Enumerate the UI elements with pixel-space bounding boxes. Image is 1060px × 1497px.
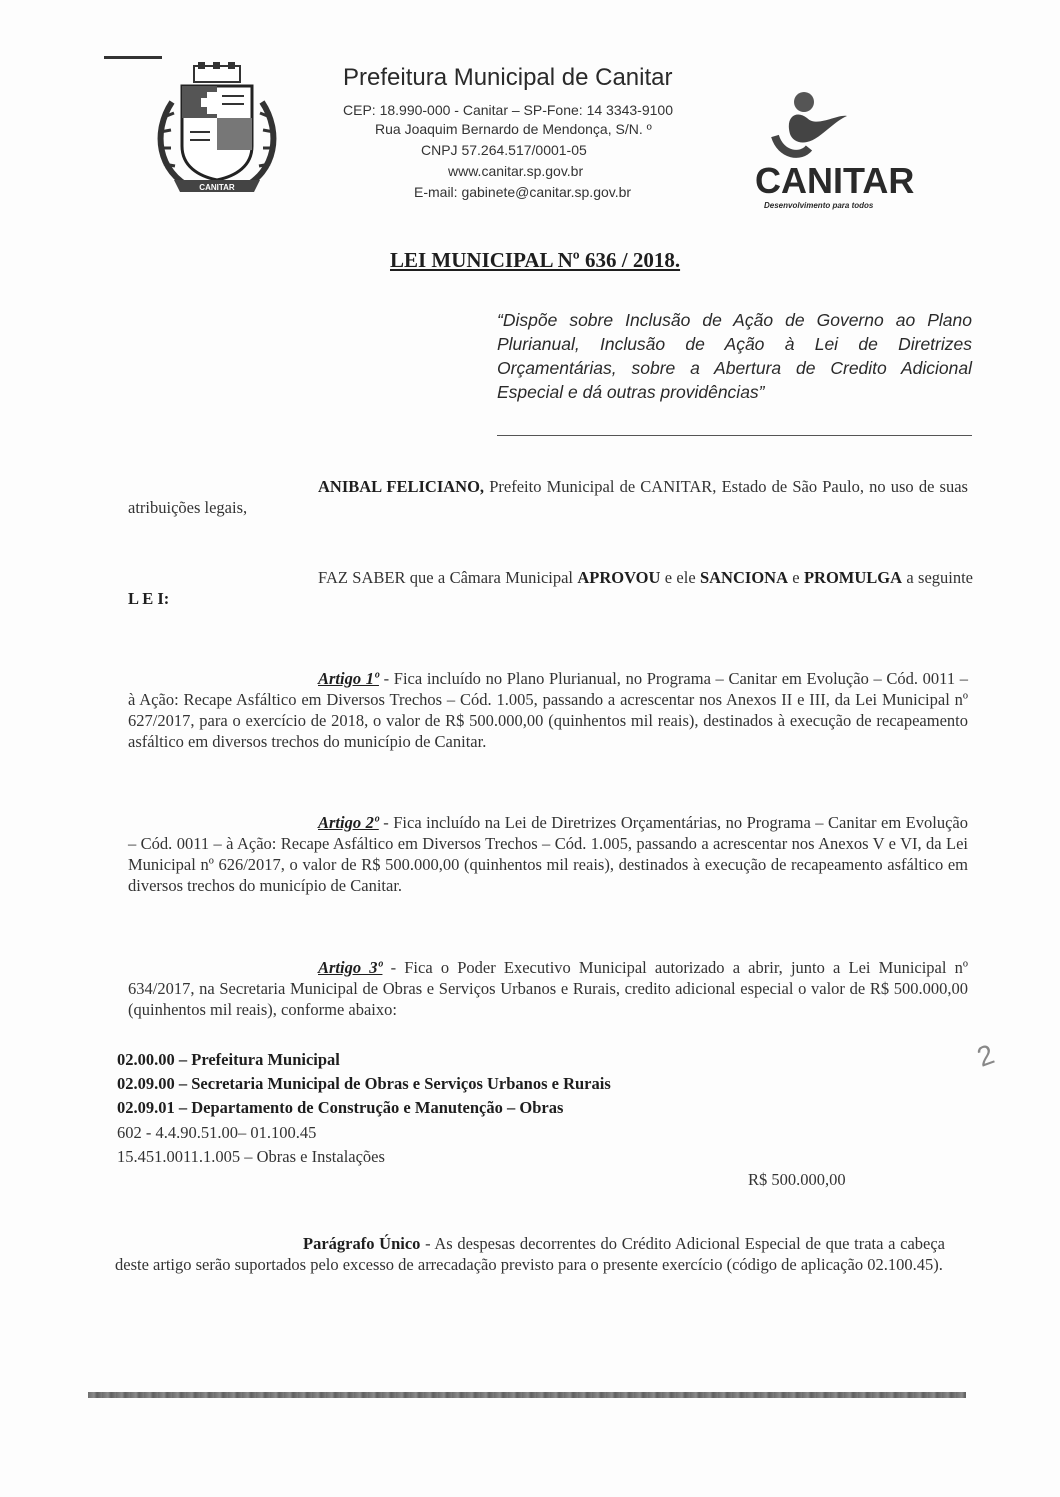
article-1-heading: Artigo 1º <box>318 669 379 688</box>
budget-line-1: 02.00.00 – Prefeitura Municipal <box>117 1050 340 1069</box>
header-address: Rua Joaquim Bernardo de Mendonça, S/N. º <box>375 121 652 137</box>
header-cep-phone: CEP: 18.990-000 - Canitar – SP-Fone: 14 3343-9100 <box>343 102 673 118</box>
article-2 <box>128 812 968 896</box>
law-title: LEI MUNICIPAL Nº 636 / 2018. <box>390 248 681 272</box>
budget-line-5: 15.451.0011.1.005 – Obras e Instalações <box>117 1147 385 1166</box>
sole-paragraph-text: - As despesas decorrentes do Crédito Adicional Especial de que trata a cabeça deste artigo serão suportados pelo excesso de arrecadação previsto para o presente exercício (código de aplicação 02.100.45). <box>115 1234 945 1274</box>
budget-line-2: 02.09.00 – Secretaria Municipal de Obras e Serviços Urbanos e Rurais <box>117 1074 611 1093</box>
budget-line-3: 02.09.01 – Departamento de Construção e Manutenção – Obras <box>117 1098 564 1117</box>
canitar-logo-tagline: Desenvolvimento para todos <box>764 201 874 210</box>
article-2-text: - Fica incluído na Lei de Diretrizes Orçamentárias, no Programa – Canitar em Evolução – Cód. 0011 – à Ação: Recape Asfáltico em Diversos Trechos – Cód. 1.005, passando a acrescentar nos Anexos V e VI, da Lei Municipal nº 626/2017, o valor de R$ 500.000,00 (quinhentos mil reais), destinados à execução de recapeamento asfáltico em diversos trechos do município de Canitar. <box>128 813 968 895</box>
canitar-logo-text: CANITAR <box>755 160 915 201</box>
municipal-crest-icon <box>152 62 282 198</box>
summary-divider <box>497 435 972 436</box>
article-1 <box>128 668 968 752</box>
preamble-paragraph <box>128 476 968 518</box>
handwritten-page-mark: 2 <box>972 1038 999 1073</box>
preamble-text: Prefeito Municipal de CANITAR, Estado de São Paulo, no uso de suas atribuições legais, <box>128 477 968 517</box>
budget-amount: R$ 500.000,00 <box>748 1170 846 1189</box>
crest-ribbon-text: CANITAR <box>199 183 235 192</box>
header-email: E-mail: gabinete@canitar.sp.gov.br <box>414 184 632 200</box>
sole-paragraph-heading: Parágrafo Único <box>303 1234 421 1253</box>
budget-line-4: 602 - 4.4.90.51.00– 01.100.45 <box>117 1123 317 1142</box>
enacting-clause: FAZ SABER que a Câmara Municipal APROVOU e ele SANCIONA e PROMULGA a seguinte L E I: <box>128 568 974 608</box>
article-3-text: - Fica o Poder Executivo Municipal autorizado a abrir, junto a Lei Municipal nº 634/2017, na Secretaria Municipal de Obras e Serviços Urbanos e Rurais, credito adicional especial o valor de R$ 500.000,00 (quinhentos mil reais), conforme abaixo: <box>128 958 968 1019</box>
header-website: www.canitar.sp.gov.br <box>448 163 584 179</box>
article-3-heading: Artigo 3º <box>318 958 383 977</box>
scan-mark <box>104 56 162 59</box>
scan-edge-bar <box>88 1392 966 1398</box>
sole-paragraph <box>115 1233 945 1275</box>
header-cnpj: CNPJ 57.264.517/0001-05 <box>421 142 587 158</box>
law-summary: “Dispõe sobre Inclusão de Ação de Governo ao Plano Plurianual, Inclusão de Ação à Lei de Diretrizes Orçamentárias, sobre a Abertura de Credito Adicional Especial e dá outras providências” <box>497 310 972 402</box>
municipality-name: Prefeitura Municipal de Canitar <box>343 64 673 91</box>
article-1-text: - Fica incluído no Plano Plurianual, no Programa – Canitar em Evolução – Cód. 0011 – à Ação: Recape Asfáltico em Diversos Trechos – Cód. 1.005, passando a acrescentar nos Anexos II e III, da Lei Municipal nº 627/2017, para o exercício de 2018, o valor de R$ 500.000,00 (quinhentos mil reais), destinados à execução de recapeamento asfáltico em diversos trechos do município de Canitar. <box>128 669 968 751</box>
article-3 <box>128 957 968 1020</box>
article-2-heading: Artigo 2º <box>318 813 379 832</box>
mayor-name: ANIBAL FELICIANO, <box>318 477 485 496</box>
